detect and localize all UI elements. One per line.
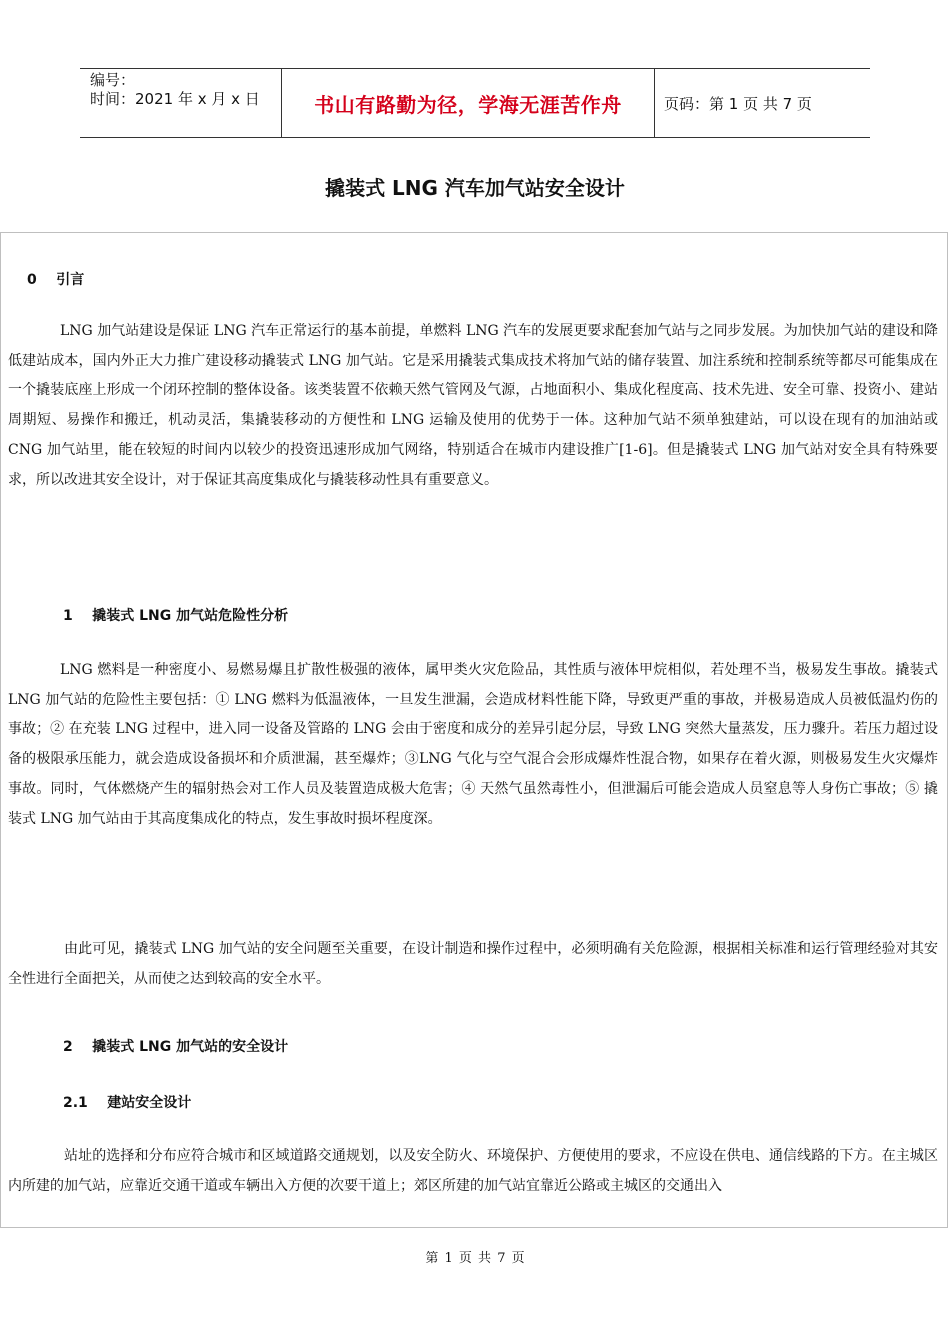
- section-0-paragraph: LNG 加气站建设是保证 LNG 汽车正常运行的基本前提，单燃料 LNG 汽车的发展更要求配套加气站与之同步发展。为加快加气站的建设和降低建站成本，国内外正大力推广建设移动撬装式 LNG 加气站。它是采用撬装式集成技术将加气站的储存装置、加注系统和控制系统等都尽可能集成在一个撬装底座上形成一个闭环控制的整体设备。该类装置不依赖天然气管网及气源，占地面积小、集成化程度高、技术先进、安全可靠、投资小、建站周期短、易操作和搬迁，机动灵活，集撬装移动的方便性和 LNG 运输及使用的优势于一体。这种加气站不须单独建站，可以设在现有的加油站或 CNG 加气站里，能在较短的时间内以较少的投资迅速形成加气网络，特别适合在城市内建设推广[1-6]。但是撬装式 LNG 加气站对安全具有特殊要求，所以改进其安全设计，对于保证其高度集成化与撬装移动性具有重要意义。: [8, 323, 938, 488]
- page-label: 页码：第 1 页 共 7 页: [664, 94, 812, 113]
- document-header-table: [80, 68, 870, 138]
- document-body: [0, 232, 948, 1228]
- section-2-heading: 2 撬装式 LNG 加气站的安全设计: [63, 1039, 289, 1055]
- motto-cell: [282, 69, 655, 137]
- section-2-1-paragraph: 站址的选择和分布应符合城市和区域道路交通规划，以及安全防火、环境保护、方便使用的要求，不应设在供电、通信线路的下方。在主城区内所建的加气站，应靠近交通干道或车辆出入方便的次要干道上；郊区所建的加气站宜靠近公路或主城区的交通出入: [8, 1148, 938, 1194]
- section-1-paragraph-2: 由此可见，撬装式 LNG 加气站的安全问题至关重要，在设计制造和操作过程中，必须明确有关危险源，根据相关标准和运行管理经验对其安全性进行全面把关，从而使之达到较高的安全水平。: [8, 941, 938, 987]
- number-label: 编号：: [90, 71, 136, 89]
- header-meta-cell: [80, 69, 282, 137]
- document-title: 撬装式 LNG 汽车加气站安全设计: [325, 176, 625, 200]
- section-1-heading: 1 撬装式 LNG 加气站危险性分析: [63, 608, 289, 624]
- section-1-paragraph-1: LNG 燃料是一种密度小、易燃易爆且扩散性极强的液体，属甲类火灾危险品，其性质与液体甲烷相似，若处理不当，极易发生事故。撬装式 LNG 加气站的危险性主要包括：① LNG 燃料为低温液体，一旦发生泄漏，会造成材料性能下降，导致更严重的事故，并极易造成人员被低温灼伤的事故；② 在充装 LNG 过程中，进入同一设备及管路的 LNG 会由于密度和成分的差异引起分层，导致 LNG 突然大量蒸发，压力骤升。若压力超过设备的极限承压能力，就会造成设备损坏和介质泄漏，甚至爆炸；③LNG 气化与空气混合会形成爆炸性混合物，如果存在着火源，则极易发生火灾爆炸事故。同时，气体燃烧产生的辐射热会对工作人员及装置造成极大危害；④ 天然气虽然毒性小，但泄漏后可能会造成人员窒息等人身伤亡事故；⑤ 撬装式 LNG 加气站由于其高度集成化的特点，发生事故时损坏程度深。: [8, 662, 938, 827]
- motto-text: 书山有路勤为径，学海无涯苦作舟: [314, 92, 622, 117]
- time-label: 时间：2021 年 x 月 x 日: [90, 90, 260, 108]
- section-2-1-heading: 2.1 建站安全设计: [63, 1095, 192, 1111]
- section-0-heading: 0 引言: [27, 272, 85, 288]
- page-info-cell: [655, 69, 870, 137]
- page-footer: 第 1 页 共 7 页: [425, 1251, 525, 1266]
